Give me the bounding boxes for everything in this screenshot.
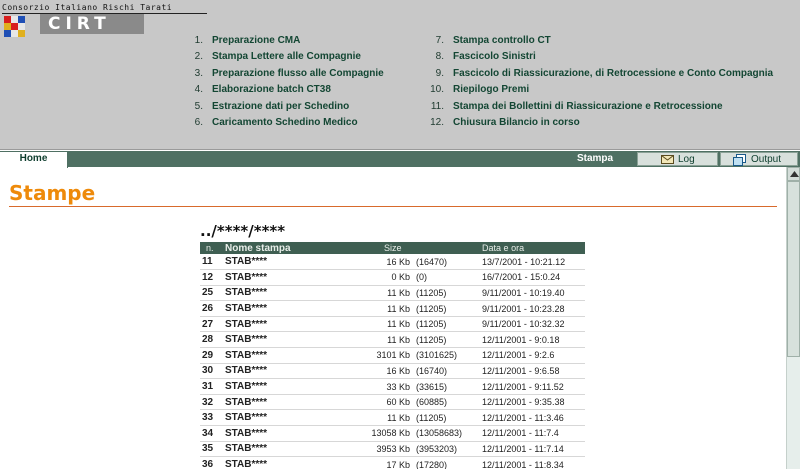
menu-item[interactable] [190,115,384,131]
row-bytes: (3101625) [412,348,462,364]
table-row[interactable] [200,441,585,457]
row-number: 28 [200,332,222,348]
row-size: 11 Kb [322,410,412,426]
menu-item-label[interactable]: Stampa dei Bollettini di Riassicurazione e Retrocessione [453,100,723,112]
menu-item-number: 7. [435,35,444,46]
directory-path: ../****/**** [200,222,286,240]
menu-item[interactable] [427,49,773,65]
row-date: 12/11/2001 - 9:2.6 [462,348,585,364]
scroll-thumb[interactable] [787,181,800,357]
menu-item-number: 3. [194,67,203,79]
row-date: 12/11/2001 - 11:7.4 [462,426,585,442]
row-bytes: (16740) [412,363,462,379]
row-bytes: (0) [412,270,462,286]
table-row[interactable] [200,379,585,395]
row-size: 16 Kb [322,363,412,379]
row-bytes: (11205) [412,301,462,317]
menu-item-number: 12. [430,116,444,128]
table-row[interactable] [200,270,585,286]
row-date: 12/11/2001 - 11:7.14 [462,441,585,457]
envelope-icon [661,154,674,165]
log-button[interactable] [637,152,718,166]
row-bytes: (16470) [412,254,462,270]
table-row[interactable] [200,332,585,348]
menu-item[interactable] [190,66,384,82]
print-name-link[interactable]: STAB**** [222,457,322,469]
row-date: 9/11/2001 - 10:32.32 [462,316,585,332]
table-row[interactable] [200,348,585,364]
row-number: 34 [200,426,222,442]
print-name-link[interactable]: STAB**** [222,301,322,317]
row-date: 16/7/2001 - 15:0.24 [462,270,585,286]
row-number: 25 [200,285,222,301]
row-date: 12/11/2001 - 9:0.18 [462,332,585,348]
row-size: 17 Kb [322,457,412,469]
output-button-label: Output [751,154,782,165]
menu-item-label[interactable]: Preparazione CMA [212,35,301,46]
row-number: 31 [200,379,222,395]
arrow-up-icon [790,171,799,177]
row-date: 12/11/2001 - 9:11.52 [462,379,585,395]
table-row[interactable] [200,426,585,442]
row-bytes: (13058683) [412,426,462,442]
row-size: 11 Kb [322,285,412,301]
row-number: 11 [200,254,222,270]
menu-item-number: 6. [194,116,203,128]
print-name-link[interactable]: STAB**** [222,348,322,364]
row-bytes: (11205) [412,285,462,301]
document-stack-icon [733,154,747,166]
row-bytes: (11205) [412,332,462,348]
menu-item[interactable] [427,82,773,98]
print-name-link[interactable]: STAB**** [222,270,322,286]
menu-item-number: 1. [194,35,203,46]
print-name-link[interactable]: STAB**** [222,363,322,379]
print-name-link[interactable]: STAB**** [222,410,322,426]
menu-item-label[interactable]: Fascicolo di Riassicurazione, di Retrocessione e Conto Compagnia [453,67,774,79]
menu-item[interactable] [427,66,773,82]
table-row[interactable] [200,394,585,410]
row-bytes: (60885) [412,394,462,410]
row-date: 9/11/2001 - 10:23.28 [462,301,585,317]
print-name-link[interactable]: STAB**** [222,316,322,332]
menu-item-label[interactable]: Fascicolo Sinistri [453,51,536,63]
row-bytes: (17280) [412,457,462,469]
vertical-scrollbar[interactable] [786,167,800,469]
row-bytes: (11205) [412,316,462,332]
print-name-link[interactable]: STAB**** [222,394,322,410]
row-size: 11 Kb [322,301,412,317]
prints-table [200,242,585,469]
menu-item-number: 2. [194,51,203,63]
table-header-row [200,242,585,254]
menu-item-label[interactable]: Chiusura Bilancio in corso [453,116,580,128]
row-size: 11 Kb [322,316,412,332]
print-name-link[interactable]: STAB**** [222,426,322,442]
row-size: 60 Kb [322,394,412,410]
column-header-date: Data e ora [462,242,585,254]
row-size: 13058 Kb [322,426,412,442]
logo [2,3,207,43]
menu-item-number: 5. [194,100,203,112]
header [0,0,800,150]
row-number: 33 [200,410,222,426]
menu-item-label[interactable]: Stampa Lettere alle Compagnie [212,51,361,63]
column-header-name: Nome stampa [222,242,322,254]
main-menu-right [427,33,773,131]
table-body [200,254,585,469]
print-name-link[interactable]: STAB**** [222,285,322,301]
column-header-size: Size [322,242,462,254]
row-number: 12 [200,270,222,286]
menu-item-label[interactable]: Elaborazione batch CT38 [212,84,331,96]
table-row[interactable] [200,316,585,332]
row-size: 3101 Kb [322,348,412,364]
row-date: 9/11/2001 - 10:19.40 [462,285,585,301]
title-divider [9,206,777,207]
row-date: 12/11/2001 - 9:6.58 [462,363,585,379]
row-number: 27 [200,316,222,332]
menu-item-number: 10. [430,84,444,96]
row-size: 3953 Kb [322,441,412,457]
table-row[interactable] [200,254,585,270]
row-size: 16 Kb [322,254,412,270]
menu-item-number: 9. [435,67,444,79]
table-row[interactable] [200,301,585,317]
table-row[interactable] [200,457,585,469]
menu-item-number: 11. [430,100,444,112]
row-date: 12/11/2001 - 11:8.34 [462,457,585,469]
menu-item[interactable] [190,33,384,49]
scroll-up-button[interactable] [787,167,800,181]
row-number: 26 [200,301,222,317]
table-row[interactable] [200,410,585,426]
log-button-label: Log [678,154,695,165]
menu-item[interactable] [190,82,384,98]
table-row[interactable] [200,363,585,379]
section-title: Stampa Bollettini [573,153,617,180]
row-number: 30 [200,363,222,379]
row-number: 29 [200,348,222,364]
menu-item-number: 8. [435,51,444,63]
row-number: 36 [200,457,222,469]
menu-item[interactable] [190,99,384,115]
page-title: Stampe [9,181,96,205]
menu-item[interactable] [427,99,773,115]
row-bytes: (11205) [412,410,462,426]
print-name-link[interactable]: STAB**** [222,379,322,395]
row-size: 11 Kb [322,332,412,348]
row-bytes: (33615) [412,379,462,395]
row-date: 12/11/2001 - 11:3.46 [462,410,585,426]
output-button[interactable] [720,152,798,166]
row-size: 33 Kb [322,379,412,395]
row-number: 32 [200,394,222,410]
main-menu-left [190,33,384,131]
menu-item-label[interactable]: Stampa controllo CT [453,35,551,46]
logo-name: CIRT [40,14,144,34]
toolbar [0,151,800,180]
menu-item[interactable] [427,33,773,49]
menu-item-number: 4. [194,84,203,96]
row-size: 0 Kb [322,270,412,286]
row-date: 13/7/2001 - 10:21.12 [462,254,585,270]
column-header-number: n. [200,242,222,254]
row-number: 35 [200,441,222,457]
menu-item[interactable] [190,49,384,65]
row-date: 12/11/2001 - 9:35.38 [462,394,585,410]
logo-mark-icon [4,16,26,38]
menu-item[interactable] [427,115,773,131]
row-bytes: (3953203) [412,441,462,457]
logo-title: Consorzio Italiano Rischi Tarati [2,3,207,14]
print-name-link[interactable]: STAB**** [222,332,322,348]
menu-item-label[interactable]: Riepilogo Premi [453,84,530,96]
home-tab[interactable]: Home [0,152,68,168]
print-name-link[interactable]: STAB**** [222,254,322,270]
print-name-link[interactable]: STAB**** [222,441,322,457]
table-row[interactable] [200,285,585,301]
menu-item-label[interactable]: Estrazione dati per Schedino [212,100,350,112]
menu-item-label[interactable]: Preparazione flusso alle Compagnie [212,67,384,79]
menu-item-label[interactable]: Caricamento Schedino Medico [212,116,358,128]
